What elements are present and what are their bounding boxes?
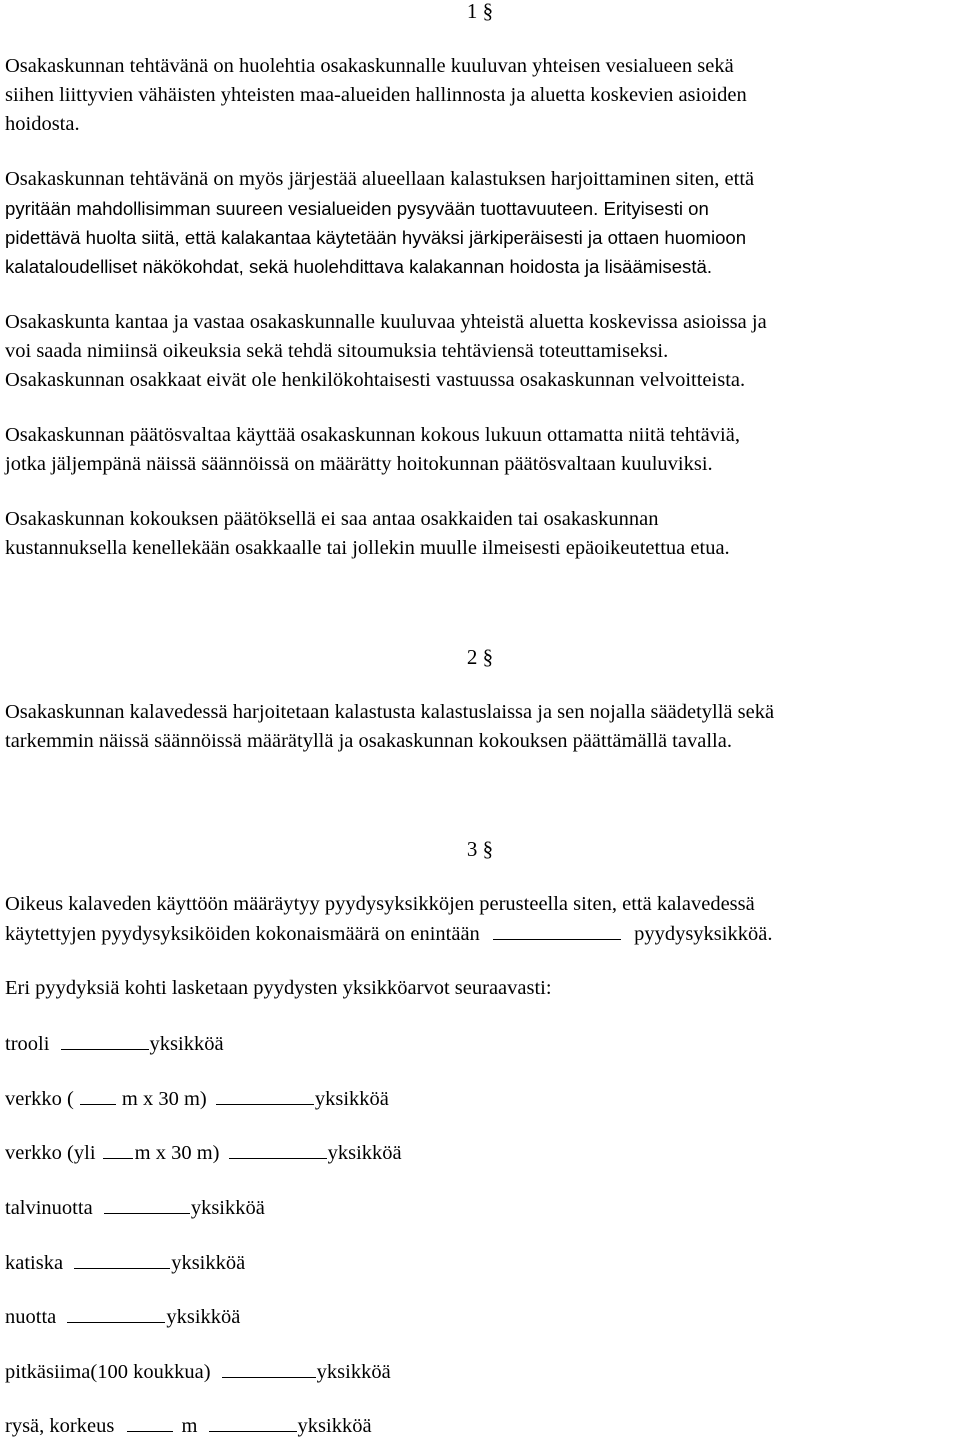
text-line: Osakaskunta kantaa ja vastaa osakaskunnalle kuuluvaa yhteistä aluetta koskevissa asioissa ja bbox=[5, 311, 767, 333]
gear-item-katiska bbox=[5, 1248, 245, 1278]
gear-item-talvinuotta bbox=[5, 1193, 265, 1223]
text-line bbox=[5, 919, 957, 949]
text-line: jotka jäljempänä näissä säännöissä on määrätty hoitokunnan päätösvaltaan kuuluviksi. bbox=[5, 453, 713, 475]
gear-item-verkko bbox=[5, 1084, 389, 1114]
blank-field[interactable] bbox=[216, 1084, 314, 1105]
text-line: Osakaskunnan kokouksen päätöksellä ei saa antaa osakkaiden tai osakaskunnan bbox=[5, 508, 659, 530]
blank-field[interactable] bbox=[493, 919, 621, 940]
blank-field[interactable] bbox=[127, 1411, 173, 1432]
blank-field[interactable] bbox=[61, 1029, 149, 1050]
text-line: pidettävä huolta siitä, että kalakantaa käytetään hyväksi järkiperäisesti ja ottaen huomioon bbox=[5, 227, 747, 248]
section-heading-2: 2 § bbox=[466, 645, 494, 669]
gear-label: pitkäsiima(100 koukkua) bbox=[5, 1361, 211, 1383]
section1-paragraph-2 bbox=[5, 165, 957, 281]
text-line: hoidosta. bbox=[5, 113, 80, 135]
text-segment: pyydysyksikköä. bbox=[634, 923, 773, 945]
section-heading-3: 3 § bbox=[466, 837, 494, 861]
unit-label: yksikköä bbox=[297, 1415, 372, 1437]
gear-label: m x 30 m) bbox=[134, 1142, 220, 1164]
text-line: voi saada nimiinsä oikeuksia sekä tehdä sitoumuksia tehtäviensä toteuttamiseksi. bbox=[5, 340, 669, 362]
gear-label: nuotta bbox=[5, 1306, 57, 1328]
gear-label: verkko ( bbox=[5, 1088, 74, 1110]
gear-label: trooli bbox=[5, 1033, 50, 1055]
text-line: Osakaskunnan tehtävänä on huolehtia osakaskunnalle kuuluvan yhteisen vesialueen sekä bbox=[5, 55, 734, 77]
gear-item-rysa bbox=[5, 1411, 372, 1441]
unit-label: yksikköä bbox=[314, 1088, 389, 1110]
section1-paragraph-5 bbox=[5, 505, 957, 563]
text-line: Osakaskunnan päätösvaltaa käyttää osakaskunnan kokous lukuun ottamatta niitä tehtäviä, bbox=[5, 424, 740, 446]
blank-field[interactable] bbox=[74, 1248, 170, 1269]
gear-label: m bbox=[181, 1415, 198, 1437]
section1-paragraph-3 bbox=[5, 308, 957, 395]
section-heading-1: 1 § bbox=[466, 0, 494, 23]
unit-label: yksikköä bbox=[316, 1361, 391, 1383]
blank-field[interactable] bbox=[104, 1193, 190, 1214]
blank-field[interactable] bbox=[209, 1411, 297, 1432]
blank-field[interactable] bbox=[222, 1357, 316, 1378]
gear-label: rysä, korkeus bbox=[5, 1415, 115, 1437]
text-line: pyritään mahdollisimman suureen vesialueiden pysyvään tuottavuuteen. Erityisesti on bbox=[5, 198, 709, 219]
gear-label: m x 30 m) bbox=[121, 1088, 207, 1110]
unit-label: yksikköä bbox=[190, 1197, 265, 1219]
blank-field[interactable] bbox=[229, 1138, 327, 1159]
gear-item-trooli bbox=[5, 1029, 224, 1059]
text-line: siihen liittyvien vähäisten yhteisten maa-alueiden hallinnosta ja aluetta koskevien asioiden bbox=[5, 84, 747, 106]
gear-item-pitkasiima bbox=[5, 1357, 391, 1387]
blank-field[interactable] bbox=[103, 1138, 133, 1159]
blank-field[interactable] bbox=[67, 1302, 165, 1323]
text-line: kustannuksella kenellekään osakkaalle tai jollekin muulle ilmeisesti epäoikeutettua etua. bbox=[5, 537, 730, 559]
section1-paragraph-4 bbox=[5, 421, 957, 479]
text-line: Oikeus kalaveden käyttöön määräytyy pyydysyksikköjen perusteella siten, että kalavedessä bbox=[5, 893, 755, 915]
section1-paragraph-1 bbox=[5, 52, 957, 139]
text-line: Osakaskunnan osakkaat eivät ole henkilökohtaisesti vastuussa osakaskunnan velvoitteista. bbox=[5, 369, 746, 391]
text-line: Osakaskunnan tehtävänä on myös järjestää alueellaan kalastuksen harjoittaminen siten, että bbox=[5, 168, 755, 190]
unit-label: yksikköä bbox=[166, 1306, 241, 1328]
gear-item-nuotta bbox=[5, 1302, 240, 1332]
unit-label: yksikköä bbox=[171, 1252, 246, 1274]
section3-paragraph-2 bbox=[5, 974, 957, 1003]
text-line: Osakaskunnan kalavedessä harjoitetaan kalastusta kalastuslaissa ja sen nojalla säädetyllä sekä bbox=[5, 701, 775, 723]
unit-label: yksikköä bbox=[327, 1142, 402, 1164]
unit-label: yksikköä bbox=[149, 1033, 224, 1055]
blank-field[interactable] bbox=[80, 1084, 116, 1105]
gear-label: talvinuotta bbox=[5, 1197, 93, 1219]
text-line: tarkemmin näissä säännöissä määrätyllä ja osakaskunnan kokouksen päättämällä tavalla. bbox=[5, 730, 732, 752]
text-segment: käytettyjen pyydysyksiköiden kokonaismäärä on enintään bbox=[5, 923, 480, 945]
text-line: kalataloudelliset näkökohdat, sekä huolehdittava kalakannan hoidosta ja lisäämisestä. bbox=[5, 256, 713, 277]
section2-paragraph-1 bbox=[5, 698, 957, 756]
section3-paragraph-1 bbox=[5, 890, 957, 949]
gear-label: katiska bbox=[5, 1252, 64, 1274]
gear-item-verkko-yli bbox=[5, 1138, 402, 1168]
gear-label: verkko (yli bbox=[5, 1142, 96, 1164]
text-line: Eri pyydyksiä kohti lasketaan pyydysten yksikköarvot seuraavasti: bbox=[5, 977, 552, 999]
